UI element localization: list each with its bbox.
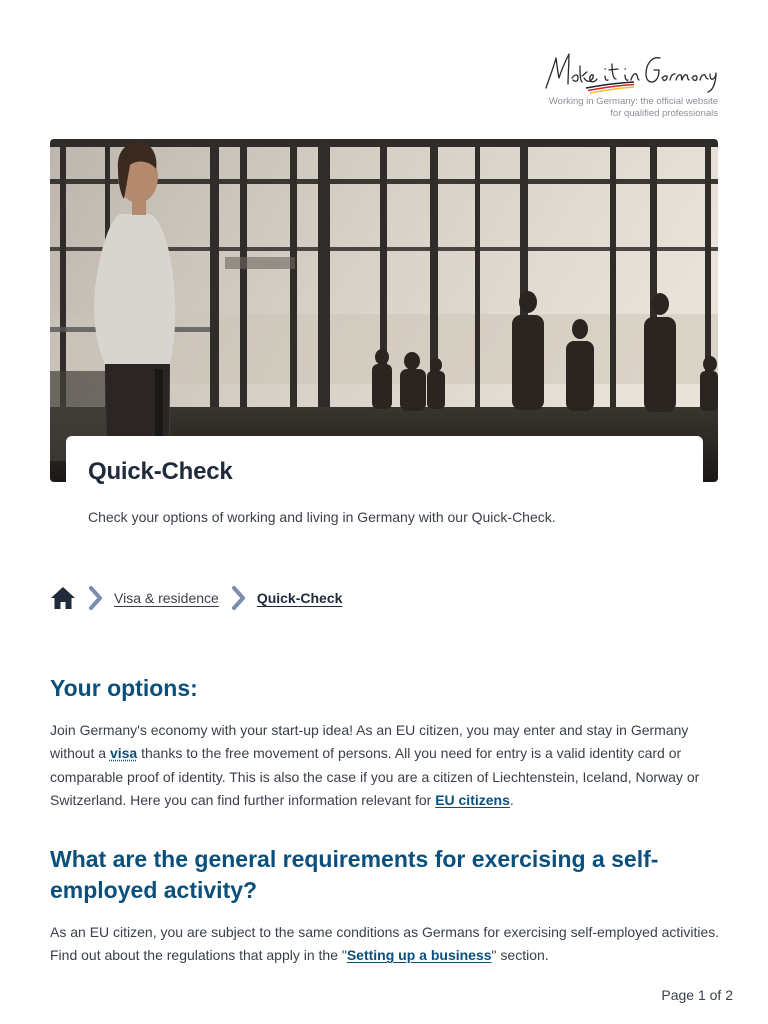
section-heading-requirements: What are the general requirements for exercising a self-employed activity? — [50, 846, 659, 903]
chevron-right-icon — [231, 585, 247, 611]
visa-link[interactable]: visa — [109, 745, 138, 762]
airport-window-photo — [50, 139, 718, 482]
options-text-2: thanks to the free movement of persons. All you need for entry is a valid identity card or comparable proof of identity. This is also the case if you are a citizen of Liechtenstein, Iceland, Norway or Switzerland. Here you can find further information relevant for — [50, 745, 700, 808]
make-it-in-germany-logo[interactable] — [528, 48, 718, 120]
options-text-end: . — [509, 791, 514, 808]
logo-script-icon — [542, 48, 718, 94]
page-title: Quick-Check — [88, 458, 233, 485]
eu-citizens-link[interactable]: EU citizens — [435, 791, 510, 808]
options-text-1: Join Germany's economy with your start-up idea! As an EU citizen, you may enter and stay in Germany without a — [50, 722, 689, 762]
page-number: Page 1 of 2 — [661, 987, 733, 1003]
requirements-text-2: " section. — [491, 947, 549, 964]
page-description: Check your options of working and living in Germany with our Quick-Check. — [88, 509, 556, 525]
breadcrumb — [50, 584, 342, 612]
breadcrumb-item-quick-check[interactable]: Quick-Check — [256, 590, 343, 606]
breadcrumb-item-visa-residence[interactable]: Visa & residence — [114, 590, 219, 606]
logo-tagline — [528, 96, 718, 120]
requirements-paragraph — [50, 921, 720, 968]
setting-up-business-link[interactable]: Setting up a business — [346, 947, 492, 964]
hero-image — [50, 139, 718, 482]
logo-tagline-line2: for qualified professionals — [610, 108, 718, 119]
page-header-card — [66, 436, 703, 546]
home-icon[interactable] — [50, 585, 76, 611]
chevron-right-icon — [88, 585, 104, 611]
logo-tagline-line1: Working in Germany: the official website — [548, 96, 718, 107]
options-paragraph — [50, 719, 720, 812]
requirements-text-1: As an EU citizen, you are subject to the same conditions as Germans for exercising self-employed activities. Find out about the regulations that apply in the " — [50, 924, 720, 964]
section-heading-your-options: Your options: — [50, 675, 198, 701]
